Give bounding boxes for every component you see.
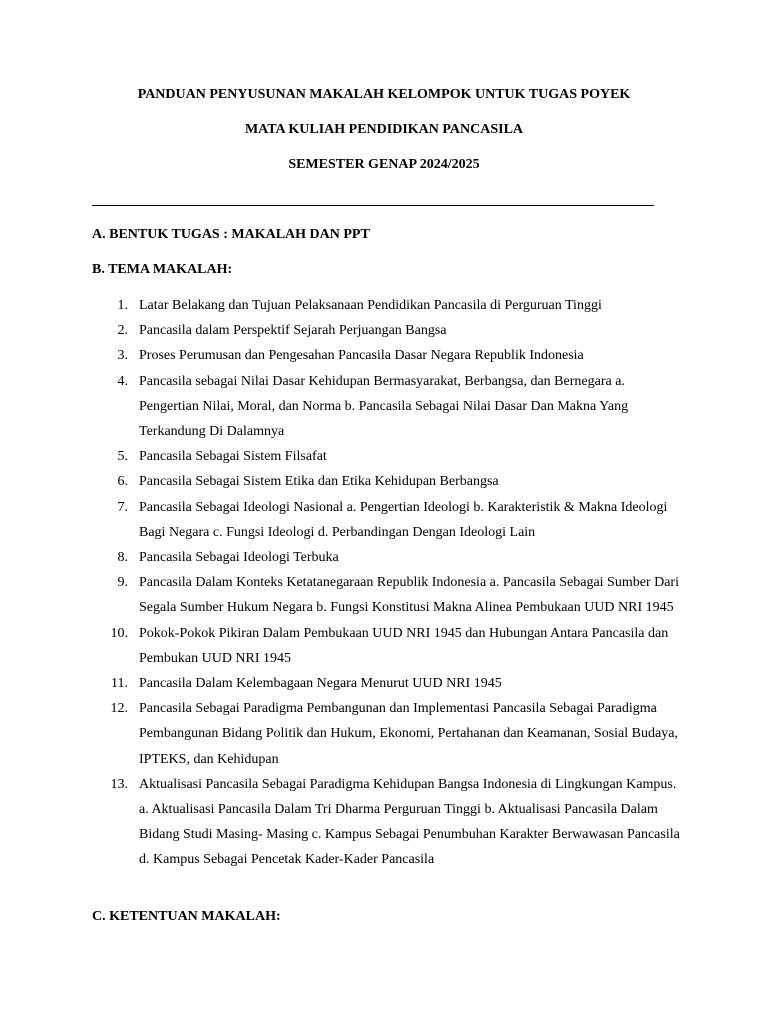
list-item (92, 772, 682, 873)
list-item (92, 495, 682, 545)
list-item-text: Pancasila Sebagai Ideologi Nasional a. Pengertian Ideologi b. Karakteristik & Makna Ideologi Bagi Negara c. Fungsi Ideologi d. Perbandingan Dengan Ideologi Lain (139, 499, 668, 540)
list-item (92, 621, 682, 671)
list-item (92, 696, 682, 772)
list-item-text: Pancasila Sebagai Paradigma Pembangunan dan Implementasi Pancasila Sebagai Paradigma Pembangunan Bidang Politik dan Hukum, Ekonomi, Pertahanan dan Keamanan, Sosial Budaya, IPTEKS, dan Kehidupan (139, 701, 678, 767)
list-item-number: 7. (117, 499, 128, 515)
list-item-number: 9. (117, 575, 128, 591)
list-item (92, 469, 682, 494)
list-item-number: 4. (117, 373, 128, 389)
list-item-text: Latar Belakang dan Tujuan Pelaksanaan Pendidikan Pancasila di Perguruan Tinggi (139, 298, 602, 313)
section-a-heading: A. BENTUK TUGAS : MAKALAH DAN PPT (92, 227, 370, 242)
list-item-number: 6. (117, 474, 128, 490)
list-item (92, 444, 682, 469)
list-item-number: 3. (117, 348, 128, 364)
list-item-text: Proses Perumusan dan Pengesahan Pancasila Dasar Negara Republik Indonesia (139, 348, 584, 364)
list-item-text: Pancasila Sebagai Ideologi Terbuka (139, 550, 339, 566)
list-item-number: 8. (117, 550, 128, 566)
section-c-heading: C. KETENTUAN MAKALAH: (92, 909, 281, 924)
list-item-number: 11. (111, 676, 128, 692)
list-item-text: Pancasila Dalam Kelembagaan Negara Menurut UUD NRI 1945 (139, 676, 502, 692)
title-divider (92, 205, 654, 206)
list-item (92, 343, 682, 368)
list-item (92, 671, 682, 696)
list-item-number: 1. (117, 298, 128, 313)
semester-title: SEMESTER GENAP 2024/2025 (288, 157, 480, 172)
list-item-text: Pancasila Sebagai Sistem Filsafat (139, 449, 327, 465)
list-item-text: Pancasila Dalam Konteks Ketatanegaraan Republik Indonesia a. Pancasila Sebagai Sumber Dari Segala Sumber Hukum Negara b. Fungsi Konstitusi Makna Alinea Pembukaan UUD NRI 1945 (139, 575, 679, 616)
theme-list (92, 293, 682, 873)
course-title: MATA KULIAH PENDIDIKAN PANCASILA (244, 122, 524, 137)
list-item-text: Aktualisasi Pancasila Sebagai Paradigma Kehidupan Bangsa Indonesia di Lingkungan Kampus. a. Aktualisasi Pancasila Dalam Tri Dharma Perguruan Tinggi b. Aktualisasi Pancasila Dalam Bidang Studi Masing- Masing c. Kampus Sebagai Penumbuhan Karakter Berwawasan Pancasila d. Kampus Sebagai Pencetak Kader-Kader Pancasila (139, 776, 680, 868)
document-title-block (0, 86, 768, 174)
list-item-text: Pancasila sebagai Nilai Dasar Kehidupan Bermasyarakat, Berbangsa, dan Bernegara a. Pengertian Nilai, Moral, dan Norma b. Pancasila Sebagai Nilai Dasar Dan Makna Yang Terkandung Di Dalamnya (139, 373, 629, 440)
list-item-number: 12. (110, 701, 128, 717)
document-title: PANDUAN PENYUSUNAN MAKALAH KELOMPOK UNTUK TUGAS POYEK (137, 87, 631, 102)
list-item-number: 5. (117, 449, 128, 465)
list-item (92, 318, 682, 343)
list-item (92, 293, 682, 318)
list-item-number: 13. (110, 776, 128, 792)
list-item-number: 10. (110, 625, 128, 641)
list-item-text: Pancasila dalam Perspektif Sejarah Perjuangan Bangsa (139, 323, 447, 339)
list-item-number: 2. (117, 323, 128, 339)
section-b-heading: B. TEMA MAKALAH: (92, 262, 233, 277)
list-item-text: Pancasila Sebagai Sistem Etika dan Etika Kehidupan Berbangsa (139, 474, 499, 490)
list-item (92, 369, 682, 445)
list-item (92, 545, 682, 570)
list-item (92, 570, 682, 620)
list-item-text: Pokok-Pokok Pikiran Dalam Pembukaan UUD NRI 1945 dan Hubungan Antara Pancasila dan Pembukan UUD NRI 1945 (139, 625, 669, 666)
